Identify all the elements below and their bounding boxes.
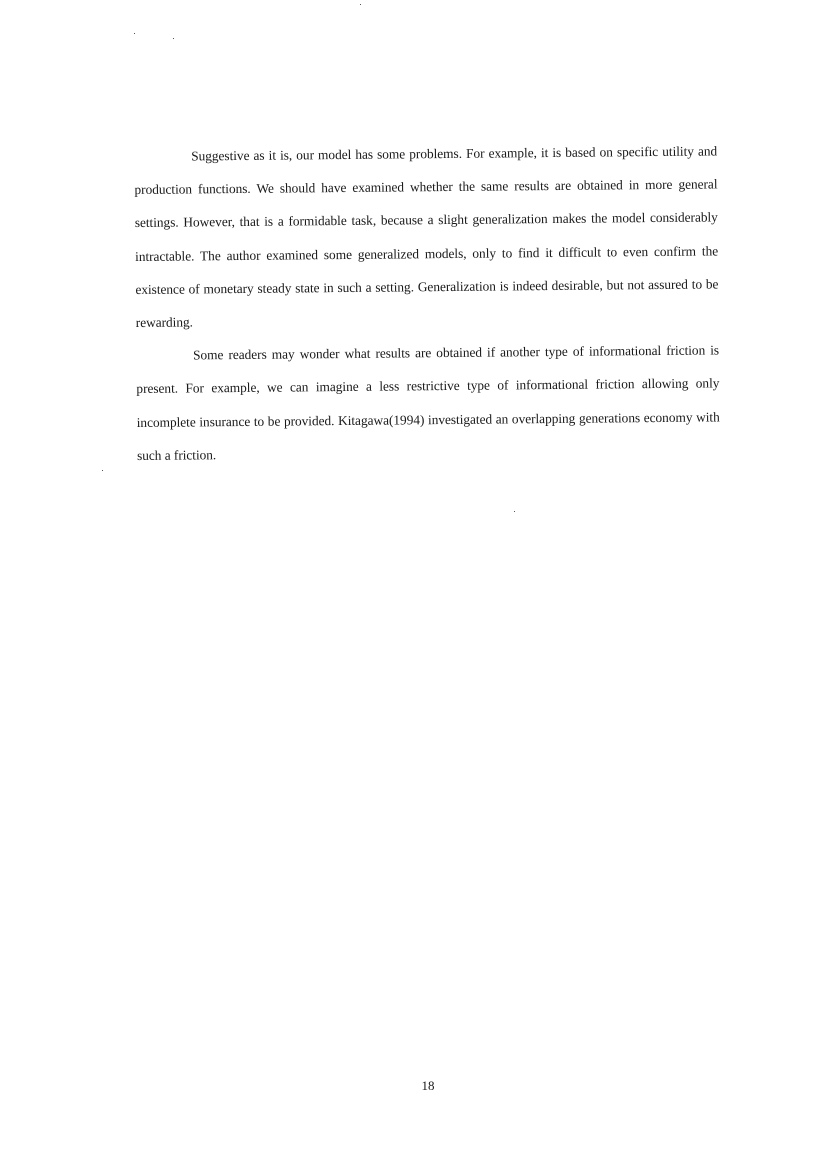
scan-speck: [514, 511, 515, 512]
page-number: 18: [421, 1078, 435, 1093]
paragraph-informational-friction: Some readers may wonder what results are obtained if another type of informational friction is present. For example, we can imagine a less restrictive type of informational friction allowing only incomplete insurance to be provided. Kitagawa(1994) investigated an overlapping generations economy with such a friction.: [136, 342, 720, 463]
paragraph-limitations: Suggestive as it is, our model has some problems. For example, it is based on specific utility and production functions. We should have examined whether the same results are obtained in more general settings. However, that is a formidable task, because a slight generalization makes the model considerably intractable. The author examined some generalized models, only to find it difficult to even confirm the existence of monetary steady state in such a setting. Generalization is indeed desirable, but not assured to be rewarding.: [134, 143, 719, 331]
scan-speck: [173, 38, 174, 39]
scan-speck: [360, 4, 361, 5]
scan-speck: [102, 470, 103, 471]
scan-speck: [134, 33, 135, 34]
body-text: [134, 134, 720, 472]
